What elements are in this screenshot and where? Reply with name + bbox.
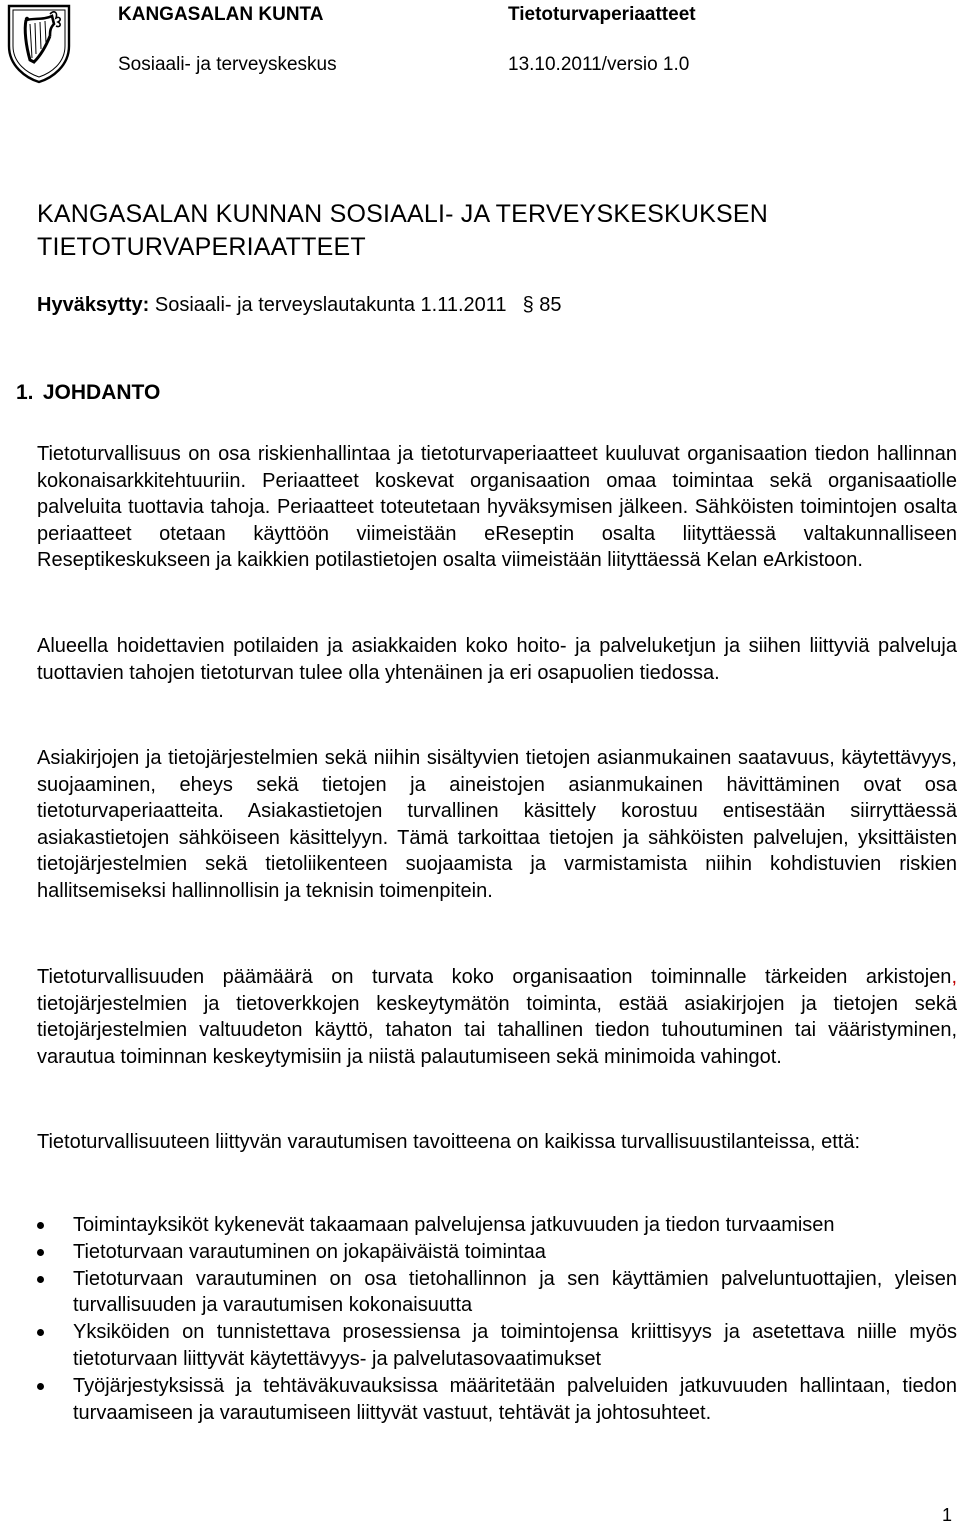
list-item [37, 1373, 957, 1427]
list-item-text: Toimintayksiköt kykenevät takaamaan palvelujensa jatkuvuuden ja tiedon turvaamisen [73, 1214, 835, 1236]
bullet-icon [37, 1383, 44, 1390]
paragraph-intro: Tietoturvallisuus on osa riskienhallintaa ja tietoturvaperiaatteet kuuluvat organisaation tiedon hallinnan kokonaisarkkitehtuuriin. Periaatteet koskevat organisaation omaa toimintaa sekä organisaatiolle palveluita tuottavia tahoja. Periaatteet toteutetaan hyväksymisen jälkeen. Sähköisten toimintojen osalta periaatteet otetaan käyttöön viimeistään eReseptin osalta liityttäessä valtakunnalliseen Reseptikeskukseen ja kaikkien potilastietojen osalta viimeistään liityttäessä Kelan eArkistoon. [37, 443, 957, 572]
list-item-text: Tietoturvaan varautuminen on osa tietohallinnon ja sen käyttämien palveluntuottajien, yleisen turvallisuuden ja varautumisen kokonaisuutta [73, 1267, 957, 1317]
paragraph-preparedness: Tietoturvallisuuteen liittyvän varautumisen tavoitteena on kaikissa turvallisuustilanteissa, että: [37, 1131, 861, 1153]
header-date-version: 13.10.2011/versio 1.0 [508, 54, 690, 75]
approval-label: Hyväksytty: [37, 294, 150, 316]
section-title: JOHDANTO [42, 381, 161, 404]
approval-value: Sosiaali- ja terveyslautakunta 1.11.2011 [149, 294, 507, 316]
paragraph-care-chain: Alueella hoidettavien potilaiden ja asiakkaiden koko hoito- ja palveluketjun ja siihen liittyviä palveluja tuottavien tahojen tietoturvan tulee olla yhtenäinen ja eri osapuolien tiedossa. [37, 635, 957, 684]
list-item [37, 1266, 957, 1320]
list-item-text: Työjärjestyksissä ja tehtäväkuvauksissa määritetään palveluiden jatkuvuuden hallintaan, tiedon turvaamiseen ja varautumiseen liittyvät vastuut, tehtävät ja johtosuhteet. [73, 1374, 957, 1424]
document-title [37, 198, 917, 264]
approval-number: 85 [533, 294, 562, 316]
section-heading [16, 380, 160, 406]
list-item-text: Tietoturvaan varautuminen on jokapäiväistä toimintaa [73, 1240, 546, 1263]
section-number: 1. [16, 381, 34, 404]
document-title-line1: KANGASALAN KUNNAN SOSIAALI- JA TERVEYSKESKUKSEN [37, 200, 768, 228]
unit-name: Sosiaali- ja terveyskeskus [118, 54, 337, 75]
bullet-icon [37, 1249, 44, 1256]
highlighted-comma: , [951, 966, 957, 988]
list-item-text: Yksiköiden on tunnistettava prosessiensa ja toimintojensa kriittisyys ja asetettava niille myös tietoturvaan liittyvät käytettävyys- ja palvelutasovaatimukset [73, 1321, 957, 1370]
bullet-icon [37, 1329, 44, 1336]
bullet-list [37, 1212, 957, 1426]
section-sign: § [522, 294, 534, 316]
coat-of-arms-icon [6, 2, 72, 84]
list-item [37, 1319, 957, 1373]
list-item [37, 1212, 957, 1239]
approval-line [37, 292, 562, 318]
bullet-icon [37, 1222, 44, 1229]
paragraph-documents: Asiakirjojen ja tietojärjestelmien sekä niihin sisältyvien tietojen asianmukainen saatavuus, käytettävyys, suojaaminen, eheys sekä tietojen ja aineistojen asianmukainen hävittäminen ovat osa tietoturvaperiaatteita. Asiakastietojen turvallinen käsittely korostuu entisestään siirryttäessä asiakastietojen sähköiseen käsittelyyn. Tämä tarkoittaa tietojen ja sähköisten palvelujen, yksittäisten tietojärjestelmien sekä tietoliikenteen suojaamista ja varmistamista niihin kohdistuvien riskien hallitsemiseksi hallinnollisin ja teknisin toimenpitein. [37, 747, 957, 902]
paragraph-goal [37, 964, 957, 1070]
paragraph-goal-part2: tietojärjestelmien ja tietoverkkojen keskeytymätön toiminta, estää asiakirjojen ja tietojen sekä tietojärjestelmien valtuudeton käyttö, tahaton tai tahallinen tiedon tuhoutuminen tai vääristyminen, varautua toiminnan keskeytymisiin ja niistä palautumiseen sekä minimoida vahingot. [37, 992, 957, 1068]
list-item [37, 1239, 957, 1266]
page-number: 1 [941, 1505, 952, 1525]
document-title-line2: TIETOTURVAPERIAATTEET [37, 233, 366, 261]
bullet-icon [37, 1276, 44, 1283]
organization-name: KANGASALAN KUNTA [118, 4, 324, 25]
paragraph-goal-part1: Tietoturvallisuuden päämäärä on turvata koko organisaation toiminnalle tärkeiden arkistojen [37, 966, 952, 988]
header-document-title: Tietoturvaperiaatteet [508, 4, 696, 25]
